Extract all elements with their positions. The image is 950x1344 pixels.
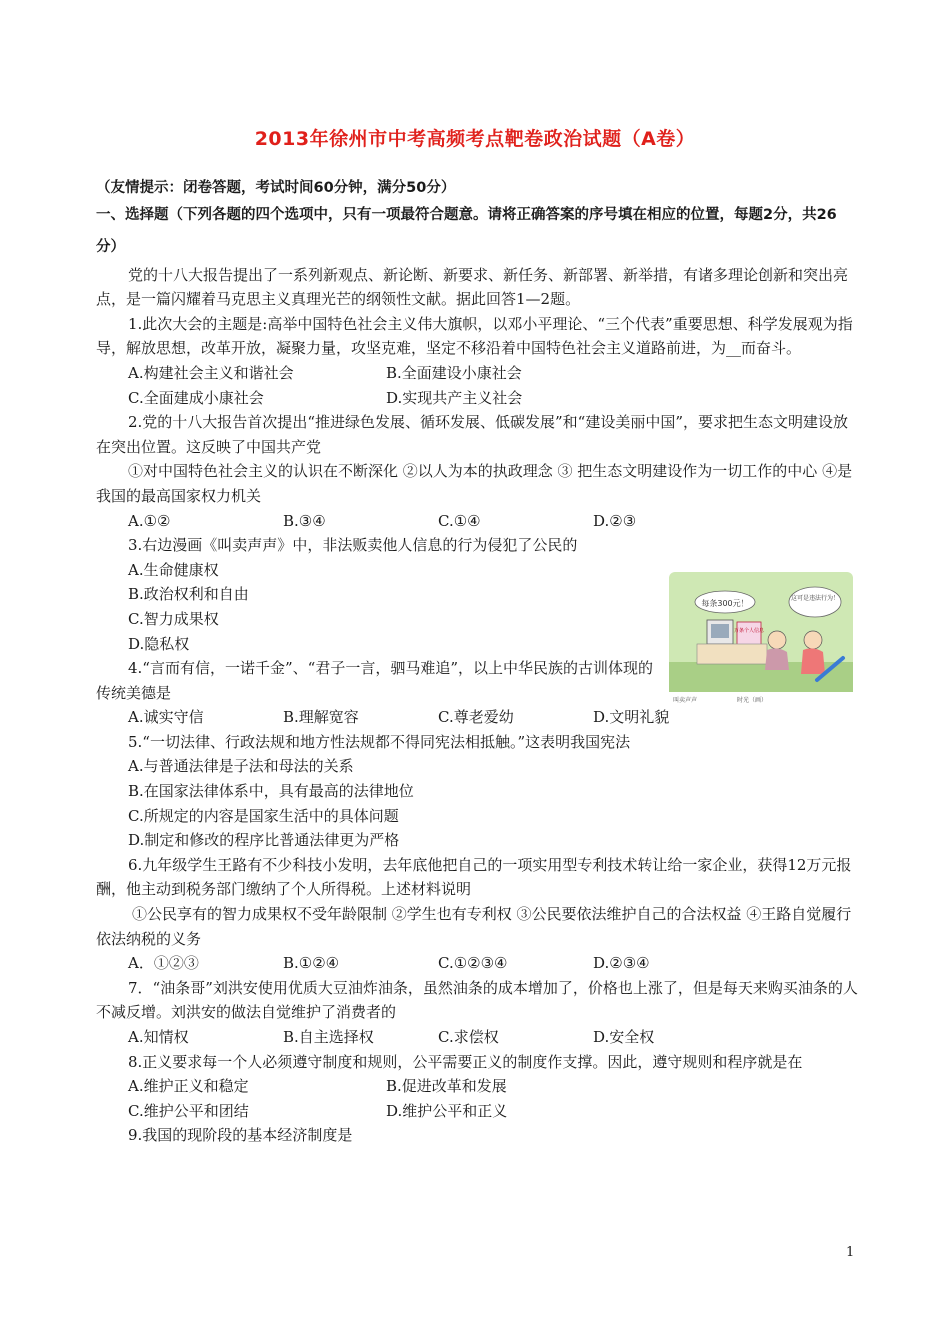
q1-option-b[interactable]: B.全面建设小康社会 [386,363,522,382]
q4-option-c[interactable]: C.尊老爱幼 [438,708,514,727]
q7-option-b[interactable]: B.自主选择权 [283,1028,374,1046]
cartoon-caption-left: 叫卖声声 [673,697,698,704]
q2-option-b[interactable]: B.③④ [283,511,326,530]
seller-body [765,648,789,670]
q8-option-a[interactable]: A.维护正义和稳定 [128,1077,249,1096]
question-8-options-row-1 [96,1074,858,1099]
speech-bubble-left-text: 每条300元！ [701,599,749,608]
q7-option-c[interactable]: C.求偿权 [438,1028,499,1046]
question-2-substem: ①对中国特色社会主义的认识在不断深化 ②以人为本的执政理念 ③ 把生态文明建设作为一切工作的中心 ④是我国的最高国家权力机关 [96,462,853,505]
question-6-substem: ①公民享有的智力成果权不受年龄限制 ②学生也有专利权 ③公民要依法维护自己的合法权益 ④王路自觉履行依法纳税的义务 [96,905,852,948]
q2-option-d[interactable]: D.②③ [593,511,637,530]
question-6-options [96,951,858,976]
buyer-body [801,648,825,674]
q1-option-d[interactable]: D.实现共产主义社会 [386,388,523,407]
q5-option-a[interactable]: A.与普通法律是子法和母法的关系 [128,757,354,776]
q5-option-c[interactable]: C.所规定的内容是国家生活中的具体问题 [128,806,399,825]
q2-option-a[interactable]: A.①② [128,511,171,530]
friendly-tip: （友情提示：闭卷答题，考试时间60分钟，满分50分） [96,180,456,196]
question-1-stem: 1.此次大会的主题是:高举中国特色社会主义伟大旗帜，以邓小平理论、“三个代表”重要思想、科学发展观为指导，解放思想，改革开放，凝聚力量，攻坚克难，坚定不移沿着中国特色社会主义道路前进，为__而奋斗。 [96,314,853,358]
q3-option-b[interactable]: B.政治权利和自由 [128,585,249,604]
buyer-head-icon [804,631,822,649]
speech-bubble-right-text: 这可是违法行为！ [790,595,840,602]
q5-option-b[interactable]: B.在国家法律体系中，具有最高的法律地位 [128,782,414,801]
question-2-stem: 2.党的十八大报告首次提出“推进绿色发展、循环发展、低碳发展”和“建设美丽中国”，要求把生态文明建设放在突出位置。这反映了中国共产党 [96,413,848,456]
question-8-options-row-2 [96,1099,858,1124]
question-3-stem: 3.右边漫画《叫卖声声》中，非法贩卖他人信息的行为侵犯了公民的 [128,536,578,555]
cartoon-image [667,570,855,708]
q7-option-a[interactable]: A.知情权 [128,1028,189,1046]
q8-option-d[interactable]: D.维护公平和正义 [386,1101,508,1120]
question-1-options-row-2 [96,386,858,411]
document-title: 2013年徐州市中考高频考点靶卷政治试题（A卷） [254,128,696,150]
q6-option-d[interactable]: D.②③④ [593,954,650,973]
question-9-stem: 9.我国的现阶段的基本经济制度是 [128,1126,353,1145]
cartoon-ground [669,662,853,692]
q6-option-c[interactable]: C.①②③④ [438,954,508,973]
question-6-stem: 6.九年级学生王路有不少科技小发明，去年底他把自己的一项实用型专利技术转让给一家企业，获得12万元报酬，他主动到税务部门缴纳了个人所得税。上述材料说明 [96,855,852,899]
q4-option-a[interactable]: A.诚实守信 [128,708,204,727]
question-1-options-row-1 [96,361,858,386]
intro-paragraph: 党的十八大报告提出了一系列新观点、新论断、新要求、新任务、新部署、新举措，有诸多理论创新和突出亮点，是一篇闪耀着马克思主义真理光芒的纲领性文献。据此回答1—2题。 [96,265,849,309]
page-number: 1 [846,1245,855,1260]
sign-board-text: 万条个人信息 [733,628,765,634]
speech-bubble-right [789,587,841,617]
q8-option-c[interactable]: C.维护公平和团结 [128,1101,249,1120]
desk [697,644,767,664]
q2-option-c[interactable]: C.①④ [438,511,481,530]
question-2-options [96,509,858,534]
cartoon-caption-right: 时光（画） [737,697,768,704]
q7-option-d[interactable]: D.安全权 [593,1028,655,1046]
question-4-options [96,705,858,730]
question-7-options [96,1025,858,1050]
section-heading: 一、选择题（下列各题的四个选项中，只有一项最符合题意。请将正确答案的序号填在相应的位置，每题2分，共26分） [96,206,837,255]
q3-option-c[interactable]: C.智力成果权 [128,609,219,628]
q4-option-d[interactable]: D.文明礼貌 [593,708,670,727]
seller-head-icon [768,631,786,649]
q4-option-b[interactable]: B.理解宽容 [283,708,359,727]
monitor-screen [711,624,729,638]
question-4-stem: 4.“言而有信，一诺千金”、“君子一言，驷马难追”，以上中华民族的古训体现的传统美德是 [96,659,653,702]
q6-option-a[interactable]: A．①②③ [128,954,199,973]
q6-option-b[interactable]: B.①②④ [283,954,340,973]
q1-option-a[interactable]: A.构建社会主义和谐社会 [128,363,294,382]
question-8-stem: 8.正义要求每一个人必须遵守制度和规则，公平需要正义的制度作支撑。因此，遵守规则和程序就是在 [128,1052,803,1071]
q1-option-c[interactable]: C.全面建成小康社会 [128,388,264,407]
question-7-stem: 7．“油条哥”刘洪安使用优质大豆油炸油条，虽然油条的成本增加了，价格也上涨了，但是每天来购买油条的人不减反增。刘洪安的做法自觉维护了消费者的 [96,978,858,1022]
q8-option-b[interactable]: B.促进改革和发展 [386,1077,507,1096]
q3-option-a[interactable]: A.生命健康权 [128,560,219,579]
q5-option-d[interactable]: D.制定和修改的程序比普通法律更为严格 [128,831,400,850]
q3-option-d[interactable]: D.隐私权 [128,634,190,653]
question-5-stem: 5.“一切法律、行政法规和地方性法规都不得同宪法相抵触。”这表明我国宪法 [128,732,631,751]
